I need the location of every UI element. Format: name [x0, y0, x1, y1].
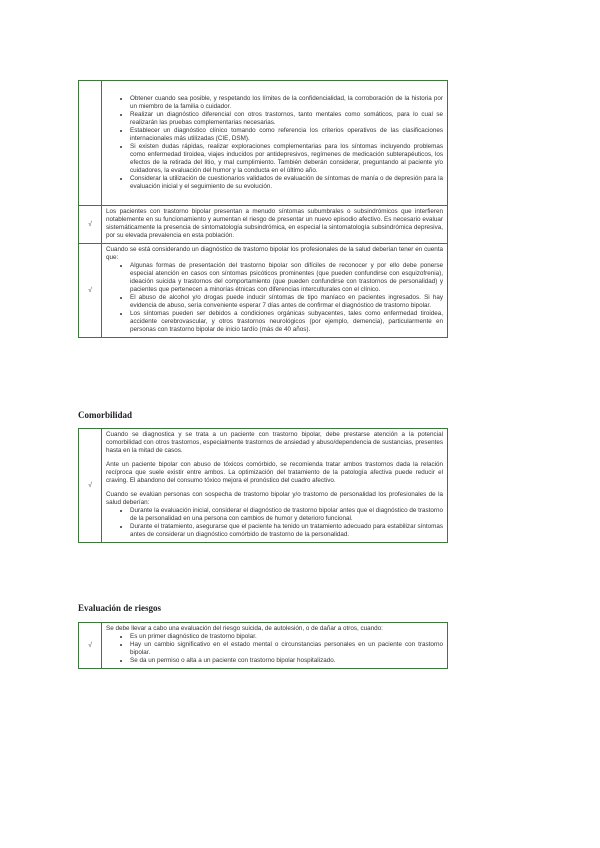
recommendation-text: [102, 623, 448, 669]
bullet-list: [106, 95, 443, 191]
list-item: • Si existen dudas rápidas, realizar exploraciones complementarias para los síntomas incluyendo problemas como enfermedad tiroidea, viajes inducidos por antidepresivos, regímenes de medicación subterapéuticos, los efectos de la retirada del litio, y mal cumplimiento. También deberán considerar, preguntando al paciente y/o cuidadores, la evaluación del humor y la conducta en el último año.: [130, 143, 443, 175]
bullet-list: [106, 262, 443, 334]
recommendation-text: [102, 206, 448, 244]
table-row: [79, 206, 448, 244]
list-item: • Realizar un diagnóstico diferencial con otros trastornos, tanto mentales como somáticos, para lo cual se realizarán las pruebas complementarias necesarias.: [130, 111, 443, 127]
paragraph: Los pacientes con trastorno bipolar presentan a menudo síntomas subumbrales o subsindrómicos que interfieren notablemente en su funcionamiento y aumentan el riesgo de presentar un nuevo episodio afectivo. Es necesario evaluar sistemáticamente la presencia de sintomatología subsindrómica, en especial la sintomatología subsindrómica depresiva, por su elevada prevalencia en esta población.: [106, 208, 443, 239]
list-item: • El abuso de alcohol y/o drogas puede inducir síntomas de tipo maníaco en pacientes ingresados. Si hay evidencia de abuso, sería conveniente esperar 7 días antes de confirmar el diagnóstico de trastorno bipolar.: [130, 294, 443, 310]
recommendation-text: [102, 81, 448, 206]
recommendation-grade: √: [79, 244, 102, 338]
list-item: • Algunas formas de presentación del trastorno bipolar son difíciles de reconocer y por ello debe ponerse especial atención en casos con síntomas psicóticos prominentes (que pueden confundirse con esquizofrenia), ideación suicida y trastornos del comportamiento (que pueden confundirse con trastornos de personalidad) y pacientes que pertenecen a minorías étnicas con diferencias interculturales con el clínico.: [130, 262, 443, 294]
list-item: • Los síntomas pueden ser debidos a condiciones orgánicas subyacentes, tales como enfermedad tiroidea, accidente cerebrovascular, y otros trastornos neurológicos (por ejemplo, demencia), particularmente en personas con trastorno bipolar de inicio tardío (más de 40 años).: [130, 310, 443, 334]
recommendation-grade: √: [79, 623, 102, 669]
list-item: • Considerar la utilización de cuestionarios validados de evaluación de síntomas de manía o de depresión para la evaluación inicial y el seguimiento de su evolución.: [130, 175, 443, 191]
recommendation-text: [102, 429, 448, 543]
recommendation-grade: √: [79, 206, 102, 244]
list-item: • Es un primer diagnóstico de trastorno bipolar.: [130, 633, 443, 641]
bullet-list: [106, 507, 443, 539]
list-item: • Durante el tratamiento, asegurarse que el paciente ha tenido un tratamiento adecuado para estabilizar síntomas antes de considerar un diagnóstico comórbido de trastorno de la personalidad.: [130, 523, 443, 539]
list-item: • Obtener cuando sea posible, y respetando los límites de la confidencialidad, la corroboración de la historia por un miembro de la familia o cuidador.: [130, 95, 443, 111]
list-item: • Establecer un diagnóstico clínico tomando como referencia los criterios operativos de las clasificaciones internacionales más utilizadas (CIE, DSM).: [130, 127, 443, 143]
recommendations-table-diagnosis: [78, 80, 448, 338]
recommendations-table-risk: [78, 622, 448, 669]
list-item: • Se da un permiso o alta a un paciente con trastorno bipolar hospitalizado.: [130, 657, 443, 665]
table-row: [79, 429, 448, 543]
paragraph: Cuando se está considerando un diagnóstico de trastorno bipolar los profesionales de la salud deberían tener en cuenta que:: [106, 246, 443, 261]
paragraph: Cuando se diagnostica y se trata a un paciente con trastorno bipolar, debe prestarse atención a la potencial comorbilidad con otros trastornos, especialmente trastornos de ansiedad y abuso/dependencia de sustancias, presentes hasta en la mitad de casos.: [106, 431, 443, 454]
recommendation-text: [102, 244, 448, 338]
recommendation-grade: [79, 81, 102, 206]
table-row: [79, 244, 448, 338]
section-heading-comorbilidad: Comorbilidad: [78, 410, 133, 420]
paragraph: Cuando se evalúan personas con sospecha de trastorno bipolar y/o trastorno de personalidad los profesionales de la salud deberían:: [106, 491, 443, 506]
paragraph: Se debe llevar a cabo una evaluación del riesgo suicida, de autolesión, o de dañar a otros, cuando:: [106, 625, 383, 632]
list-item: • Durante la evaluación inicial, considerar el diagnóstico de trastorno bipolar antes que el diagnóstico de trastorno de la personalidad en una persona con cambios de humor y deterioro funcional.: [130, 507, 443, 523]
recommendations-table-comorbidity: [78, 428, 448, 543]
paragraph: Ante un paciente bipolar con abuso de tóxicos comórbido, se recomienda tratar ambos trastornos dada la relación recíproca que suele existir entre ambos. La optimización del tratamiento de la patología afectiva puede reducir el craving. El abandono del consumo tóxico mejora el pronóstico del cuadro afectivo.: [106, 461, 443, 484]
list-item: • Hay un cambio significativo en el estado mental o circunstancias personales en un paciente con trastorno bipolar.: [130, 641, 443, 657]
recommendation-grade: √: [79, 429, 102, 543]
table-row: [79, 623, 448, 669]
bullet-list: [106, 633, 443, 665]
table-row: [79, 81, 448, 206]
section-heading-evaluacion-riesgos: Evaluación de riesgos: [78, 603, 162, 613]
